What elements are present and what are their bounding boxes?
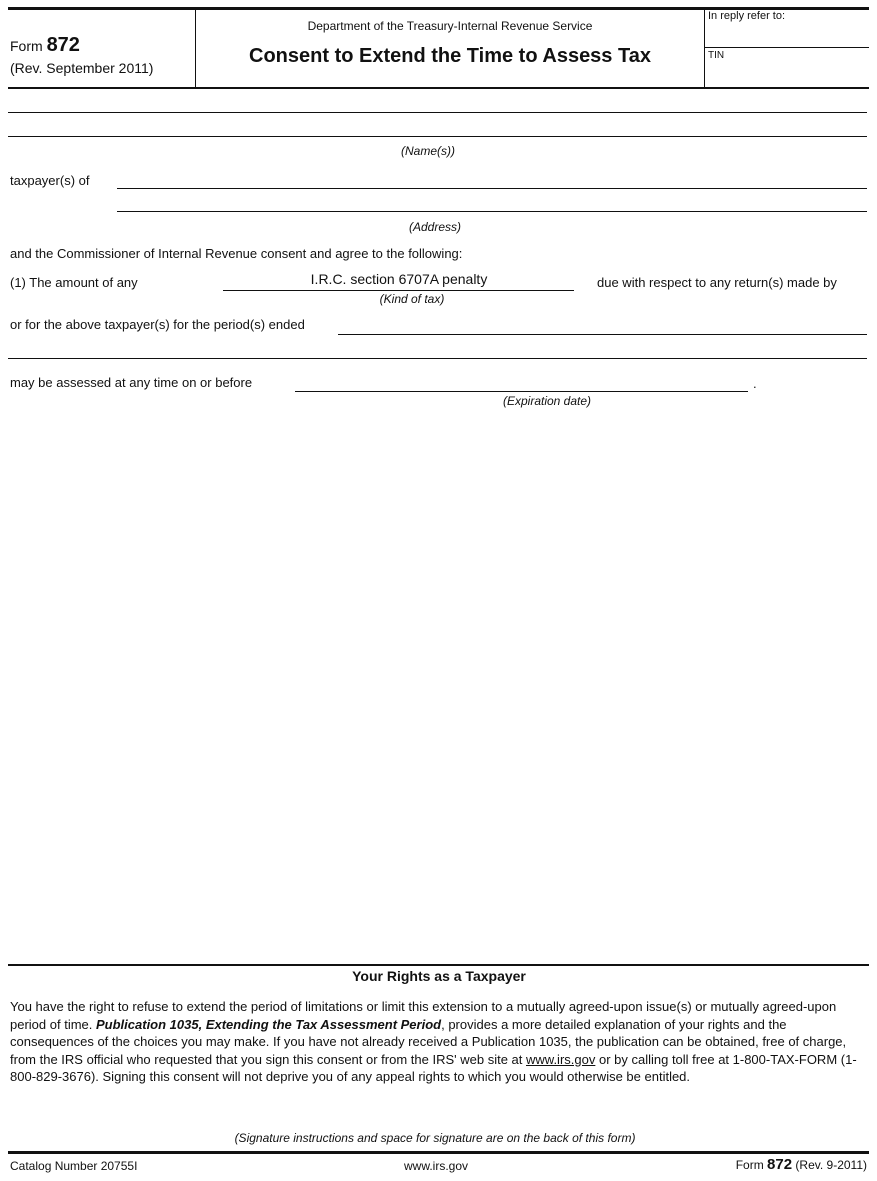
footer-form-id: Form 872 (Rev. 9-2011): [735, 1156, 867, 1173]
footer-website: www.irs.gov: [403, 1159, 469, 1173]
signature-note: (Signature instructions and space for signature are on the back of this form): [234, 1131, 636, 1145]
address-line-2[interactable]: [117, 211, 867, 212]
name-line-1[interactable]: [8, 112, 867, 113]
footer-rule: [8, 1151, 869, 1154]
expiration-caption: (Expiration date): [502, 394, 592, 408]
rights-paragraph: [10, 998, 866, 1086]
header-divider: [195, 9, 196, 88]
agency-name: Department of the Treasury-Internal Revenue Service: [307, 19, 593, 33]
header-divider: [704, 9, 705, 88]
kind-of-tax-line: [223, 290, 574, 291]
rights-title: Your Rights as a Taxpayer: [352, 968, 526, 984]
taxpayer-label: taxpayer(s) of: [10, 173, 90, 188]
period-line[interactable]: [338, 334, 867, 335]
reply-divider: [704, 47, 869, 48]
names-caption: (Name(s)): [401, 144, 455, 158]
assessed-label: may be assessed at any time on or before: [10, 375, 253, 390]
tin-label[interactable]: TIN: [708, 50, 725, 61]
form-title: Consent to Extend the Time to Assess Tax: [249, 45, 651, 67]
rights-text: You have the right to refuse to extend the period of limitations or limit this extension to a mutually agreed-upon issue(s) or mutually agreed-upon period of time.: [10, 999, 837, 1032]
period-mark: .: [753, 376, 757, 391]
form-revision: (Rev. September 2011): [10, 60, 154, 76]
reply-label[interactable]: In reply refer to:: [708, 10, 786, 22]
kind-of-tax-caption: (Kind of tax): [379, 292, 445, 306]
header-bottom-rule: [8, 87, 869, 89]
form-id: Form 872: [10, 34, 80, 56]
catalog-number: Catalog Number 20755I: [10, 1159, 138, 1173]
publication-title: Publication 1035, Extending the Tax Assessment Period: [96, 1016, 442, 1032]
rights-text: or by calling toll free at 1-800-TAX-FORM (1-800-829-3676). Signing this consent will not deprive you of any appeal rights to which you would otherwise be entitled.: [10, 1051, 857, 1085]
name-line-2[interactable]: [8, 136, 867, 137]
expiration-date-line[interactable]: [295, 391, 748, 392]
period-line-2[interactable]: [8, 358, 867, 359]
amount-label: (1) The amount of any: [10, 275, 138, 290]
agreement-text: and the Commissioner of Internal Revenue consent and agree to the following:: [10, 246, 463, 261]
address-caption: (Address): [408, 220, 462, 234]
rights-text: , provides a more detailed explanation of your rights and the consequences of the choices you may make. If you have not already received a Publication 1035, the publication can be obtained, free of charge, from the IRS official who requested that you sign this consent or from the IRS' web site at: [10, 1016, 847, 1067]
period-label: or for the above taxpayer(s) for the period(s) ended: [10, 317, 305, 332]
kind-of-tax-field[interactable]: I.R.C. section 6707A penalty: [310, 271, 488, 287]
address-line-1[interactable]: [117, 188, 867, 189]
due-text: due with respect to any return(s) made by: [597, 275, 837, 290]
irs-link[interactable]: www.irs.gov: [526, 1051, 596, 1067]
rights-rule: [8, 964, 869, 966]
